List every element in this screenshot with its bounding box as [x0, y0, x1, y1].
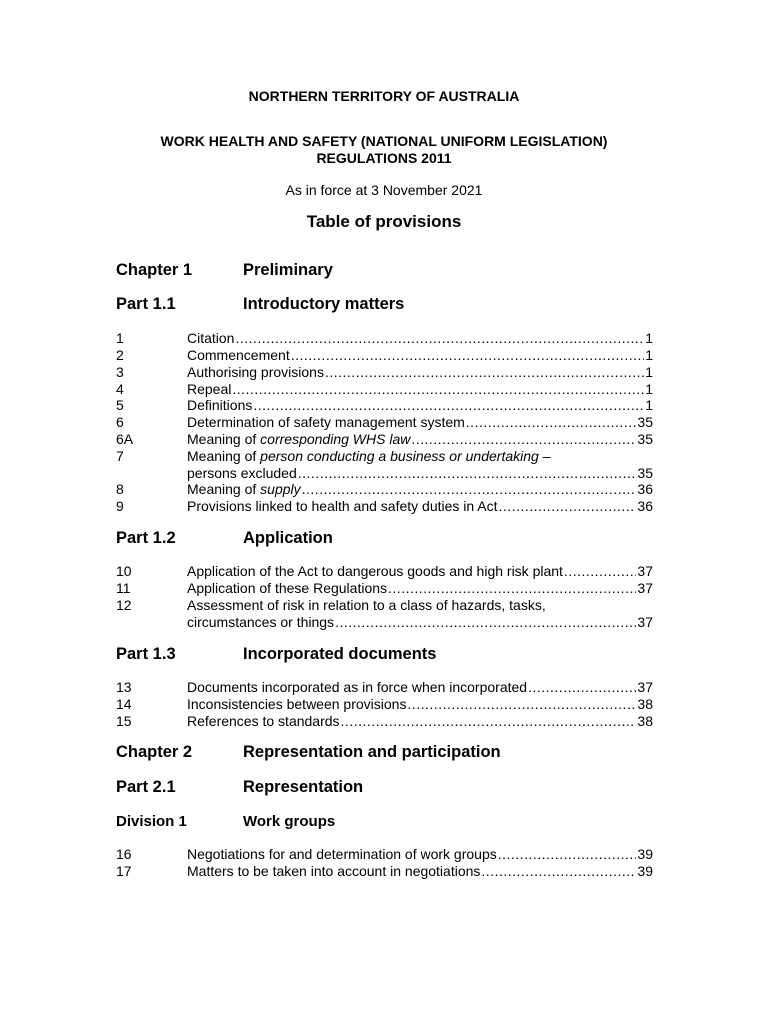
jurisdiction-heading: NORTHERN TERRITORY OF AUSTRALIA: [248, 88, 520, 104]
toc-entry[interactable]: [116, 498, 653, 515]
dot-leader: [481, 863, 636, 880]
defined-term: supply: [260, 481, 301, 497]
dot-leader: [253, 397, 644, 414]
dot-leader: [232, 381, 644, 398]
in-force-date: As in force at 3 November 2021: [285, 182, 483, 198]
toc-entry[interactable]: [116, 481, 653, 498]
heading-label: Chapter 2: [116, 743, 193, 761]
toc-entry[interactable]: [116, 381, 653, 398]
toc-entry[interactable]: [116, 347, 653, 364]
entry-number: 13: [116, 679, 132, 695]
entry-title: Citation: [187, 330, 235, 346]
entry-page: 1: [645, 330, 653, 346]
entry-number: 12: [116, 597, 132, 613]
toc-entry[interactable]: [116, 414, 653, 431]
heading-title: Representation: [243, 778, 364, 796]
toc-entry[interactable]: [116, 580, 653, 597]
entry-title: Determination of safety management system: [187, 414, 465, 430]
entry-number: 9: [116, 498, 124, 514]
toc-entry[interactable]: [116, 679, 653, 696]
heading-label: Part 1.3: [116, 645, 176, 663]
entry-page: 35: [637, 431, 653, 447]
heading-label: Chapter 1: [116, 261, 193, 279]
entry-page: 38: [637, 696, 653, 712]
entry-page: 37: [637, 563, 653, 579]
entry-title: Meaning of supply: [187, 481, 301, 497]
entry-number: 2: [116, 347, 124, 363]
entry-number: 16: [116, 846, 132, 862]
toc-entry[interactable]: [116, 397, 653, 414]
entry-page: 35: [637, 465, 653, 481]
defined-term: person conducting a business or undertaking: [260, 448, 539, 464]
entry-title: Negotiations for and determination of work groups: [187, 846, 497, 862]
entry-title: Authorising provisions: [187, 364, 324, 380]
heading-title: Introductory matters: [243, 295, 405, 313]
entry-page: 37: [637, 580, 653, 596]
table-of-provisions-title: Table of provisions: [306, 212, 462, 231]
regulation-title: [0, 133, 768, 167]
entry-title: Definitions: [187, 397, 253, 413]
entry-page: 35: [637, 414, 653, 430]
dot-leader: [498, 846, 637, 863]
entry-page: 37: [637, 614, 653, 630]
heading-title: Work groups: [243, 813, 336, 830]
heading-label: Division 1: [116, 813, 187, 830]
entry-title-continued: circumstances or things: [187, 614, 335, 630]
dot-leader: [291, 347, 645, 364]
heading-title: Application: [243, 529, 333, 547]
entry-number: 11: [116, 580, 131, 596]
entry-number: 8: [116, 481, 124, 497]
entry-page: 1: [645, 347, 653, 363]
entry-number: 5: [116, 397, 124, 413]
dot-leader: [298, 465, 637, 482]
toc-entry[interactable]: [116, 431, 653, 448]
entry-title: Documents incorporated as in force when incorporated: [187, 679, 528, 695]
entry-title-continued: persons excluded: [187, 465, 297, 481]
dot-leader: [335, 614, 636, 631]
toc-entry[interactable]: [116, 846, 653, 863]
dot-leader: [325, 364, 644, 381]
toc-entry[interactable]: [116, 597, 653, 631]
dot-leader: [499, 498, 637, 515]
entry-number: 7: [116, 448, 124, 464]
heading-title: Preliminary: [243, 261, 333, 279]
entry-number: 17: [116, 863, 132, 879]
entry-title: Assessment of risk in relation to a class of hazards, tasks,: [187, 597, 546, 613]
entry-number: 14: [116, 696, 132, 712]
dot-leader: [235, 330, 644, 347]
entry-page: 1: [645, 397, 653, 413]
heading-label: Part 1.1: [116, 295, 176, 313]
entry-title: Provisions linked to health and safety duties in Act: [187, 498, 498, 514]
heading-label: Part 1.2: [116, 529, 176, 547]
entry-page: 38: [637, 713, 653, 729]
entry-page: 1: [645, 381, 653, 397]
entry-page: 36: [637, 498, 653, 514]
entry-number: 3: [116, 364, 124, 380]
regulation-title-line-1: WORK HEALTH AND SAFETY (NATIONAL UNIFORM LEGISLATION): [160, 133, 608, 149]
defined-term: corresponding WHS law: [260, 431, 411, 447]
heading-label: Part 2.1: [116, 778, 176, 796]
dot-leader: [564, 563, 637, 580]
dot-leader: [341, 713, 637, 730]
dot-leader: [302, 481, 637, 498]
entry-number: 1: [116, 330, 124, 346]
toc-entry[interactable]: [116, 863, 653, 880]
toc-entry[interactable]: [116, 364, 653, 381]
entry-title: References to standards: [187, 713, 340, 729]
toc-entry[interactable]: [116, 330, 653, 347]
entry-number: 10: [116, 563, 132, 579]
heading-title: Representation and participation: [243, 743, 501, 761]
toc-entry[interactable]: [116, 696, 653, 713]
dot-leader: [466, 414, 637, 431]
toc-entry[interactable]: [116, 563, 653, 580]
entry-title: Application of the Act to dangerous goods and high risk plant: [187, 563, 563, 579]
entry-page: 1: [645, 364, 653, 380]
entry-title: Application of these Regulations: [187, 580, 388, 596]
entry-title: Meaning of person conducting a business or undertaking –: [187, 448, 551, 464]
entry-page: 39: [637, 846, 653, 862]
entry-title: Inconsistencies between provisions: [187, 696, 407, 712]
entry-title: Matters to be taken into account in negotiations: [187, 863, 481, 879]
entry-number: 15: [116, 713, 132, 729]
dot-leader: [411, 431, 636, 448]
entry-number: 6A: [116, 431, 134, 447]
entry-title: Meaning of corresponding WHS law: [187, 431, 411, 447]
entry-page: 37: [637, 679, 653, 695]
entry-number: 4: [116, 381, 124, 397]
dot-leader: [528, 679, 636, 696]
regulation-title-line-2: REGULATIONS 2011: [316, 150, 452, 166]
dot-leader: [388, 580, 636, 597]
entry-title: Commencement: [187, 347, 290, 363]
heading-title: Incorporated documents: [243, 645, 437, 663]
entry-number: 6: [116, 414, 124, 430]
entry-page: 39: [637, 863, 653, 879]
toc-entry[interactable]: [116, 448, 653, 482]
dot-leader: [407, 696, 636, 713]
entry-title: Repeal: [187, 381, 232, 397]
entry-page: 36: [637, 481, 653, 497]
toc-entry[interactable]: [116, 713, 653, 730]
